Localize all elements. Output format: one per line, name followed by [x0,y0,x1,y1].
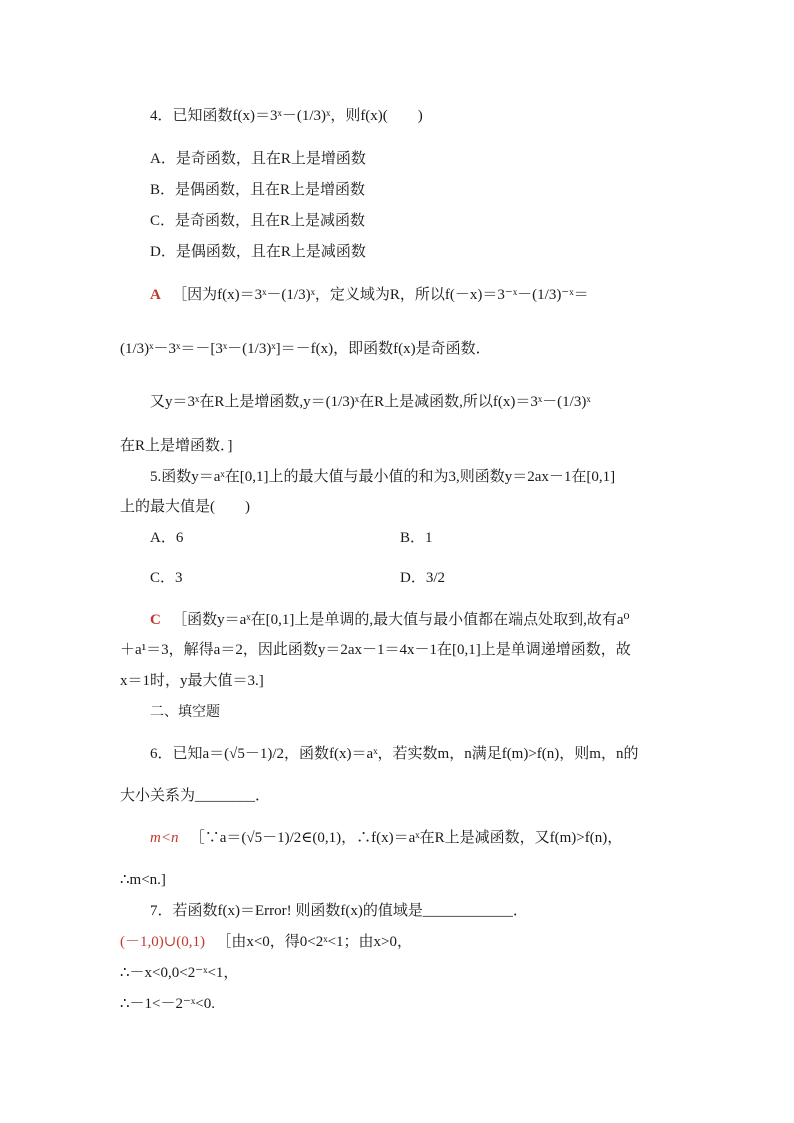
q4-option-a: A．是奇函数，且在R上是增函数 [150,151,366,167]
q5-stem-line1: 5.函数y＝aˣ在[0,1]上的最大值与最小值的和为3,则函数y＝2ax－1在[0,1] [150,469,616,485]
q4-explain-line1 [150,285,589,305]
q4-explain-line3: 又y＝3ˣ在R上是增函数,y＝(1/3)ˣ在R上是减函数,所以f(x)＝3ˣ－(1/3)ˣ [150,394,591,410]
q5-answer: C [150,612,161,628]
q5-option-d: D．3/2 [400,570,446,586]
q5-explain-line3: x＝1时，y最大值＝3.] [120,673,264,689]
q6-explain-text1: ［∵a＝(√5－1)/2∈(0,1)，∴f(x)＝aˣ在R上是减函数，又f(m)>f(n)， [189,830,623,846]
q4-option-b: B．是偶函数，且在R上是增函数 [150,182,366,198]
q7-explain-line2: ∴－x<0,0<2⁻ˣ<1， [120,965,239,981]
q5-option-c: C．3 [150,570,183,586]
q4-option-c: C．是奇函数，且在R上是减函数 [150,213,366,229]
q7-explain-text1: ［由x<0，得0<2ˣ<1；由x>0， [216,934,412,950]
q7-stem: 7．若函数f(x)＝Error! 则函数f(x)的值域是____________． [150,903,528,919]
q6-explain-line1 [150,828,622,848]
q4-explain-line4: 在R上是增函数．] [120,438,233,454]
q5-explain-text1: ［函数y＝aˣ在[0,1]上是单调的,最大值与最小值都在端点处取到,故有a⁰ [172,612,630,628]
q7-answer: (－1,0)∪(0,1) [120,934,206,950]
q6-explain-line2: ∴m<n.] [120,872,166,888]
q5-stem-line2: 上的最大值是( ) [120,499,250,515]
q7-explain-line1 [120,932,412,952]
q4-option-d: D．是偶函数，且在R上是减函数 [150,244,366,260]
q7-explain-line3: ∴－1<－2⁻ˣ<0. [120,996,215,1012]
q6-answer: m<n [150,830,179,846]
section-heading: 二、填空题 [150,704,220,720]
q4-explain-line2: (1/3)ˣ－3ˣ＝－[3ˣ－(1/3)ˣ]＝－f(x)，即函数f(x)是奇函数． [120,341,491,357]
q5-explain-line1 [150,610,630,630]
q6-stem-line2: 大小关系为________． [120,788,271,804]
q4-answer: A [150,287,161,303]
q4-stem-text: 4．已知函数f(x)＝3ˣ－(1/3)ˣ，则f(x)( ) [150,108,423,124]
q5-explain-line2: ＋a¹＝3，解得a＝2，因此函数y＝2ax－1＝4x－1在[0,1]上是单调递增函数，故 [120,642,631,658]
q6-stem-line1: 6．已知a＝(√5－1)/2，函数f(x)＝aˣ，若实数m，n满足f(m)>f(n)，则m，n的 [150,746,639,762]
q5-option-b: B．1 [400,530,433,546]
q5-option-a: A．6 [150,530,184,546]
q4-stem [150,106,423,126]
q4-explain-text1: ［因为f(x)＝3ˣ－(1/3)ˣ，定义域为R，所以f(－x)＝3⁻ˣ－(1/3)⁻ˣ＝ [172,287,589,303]
